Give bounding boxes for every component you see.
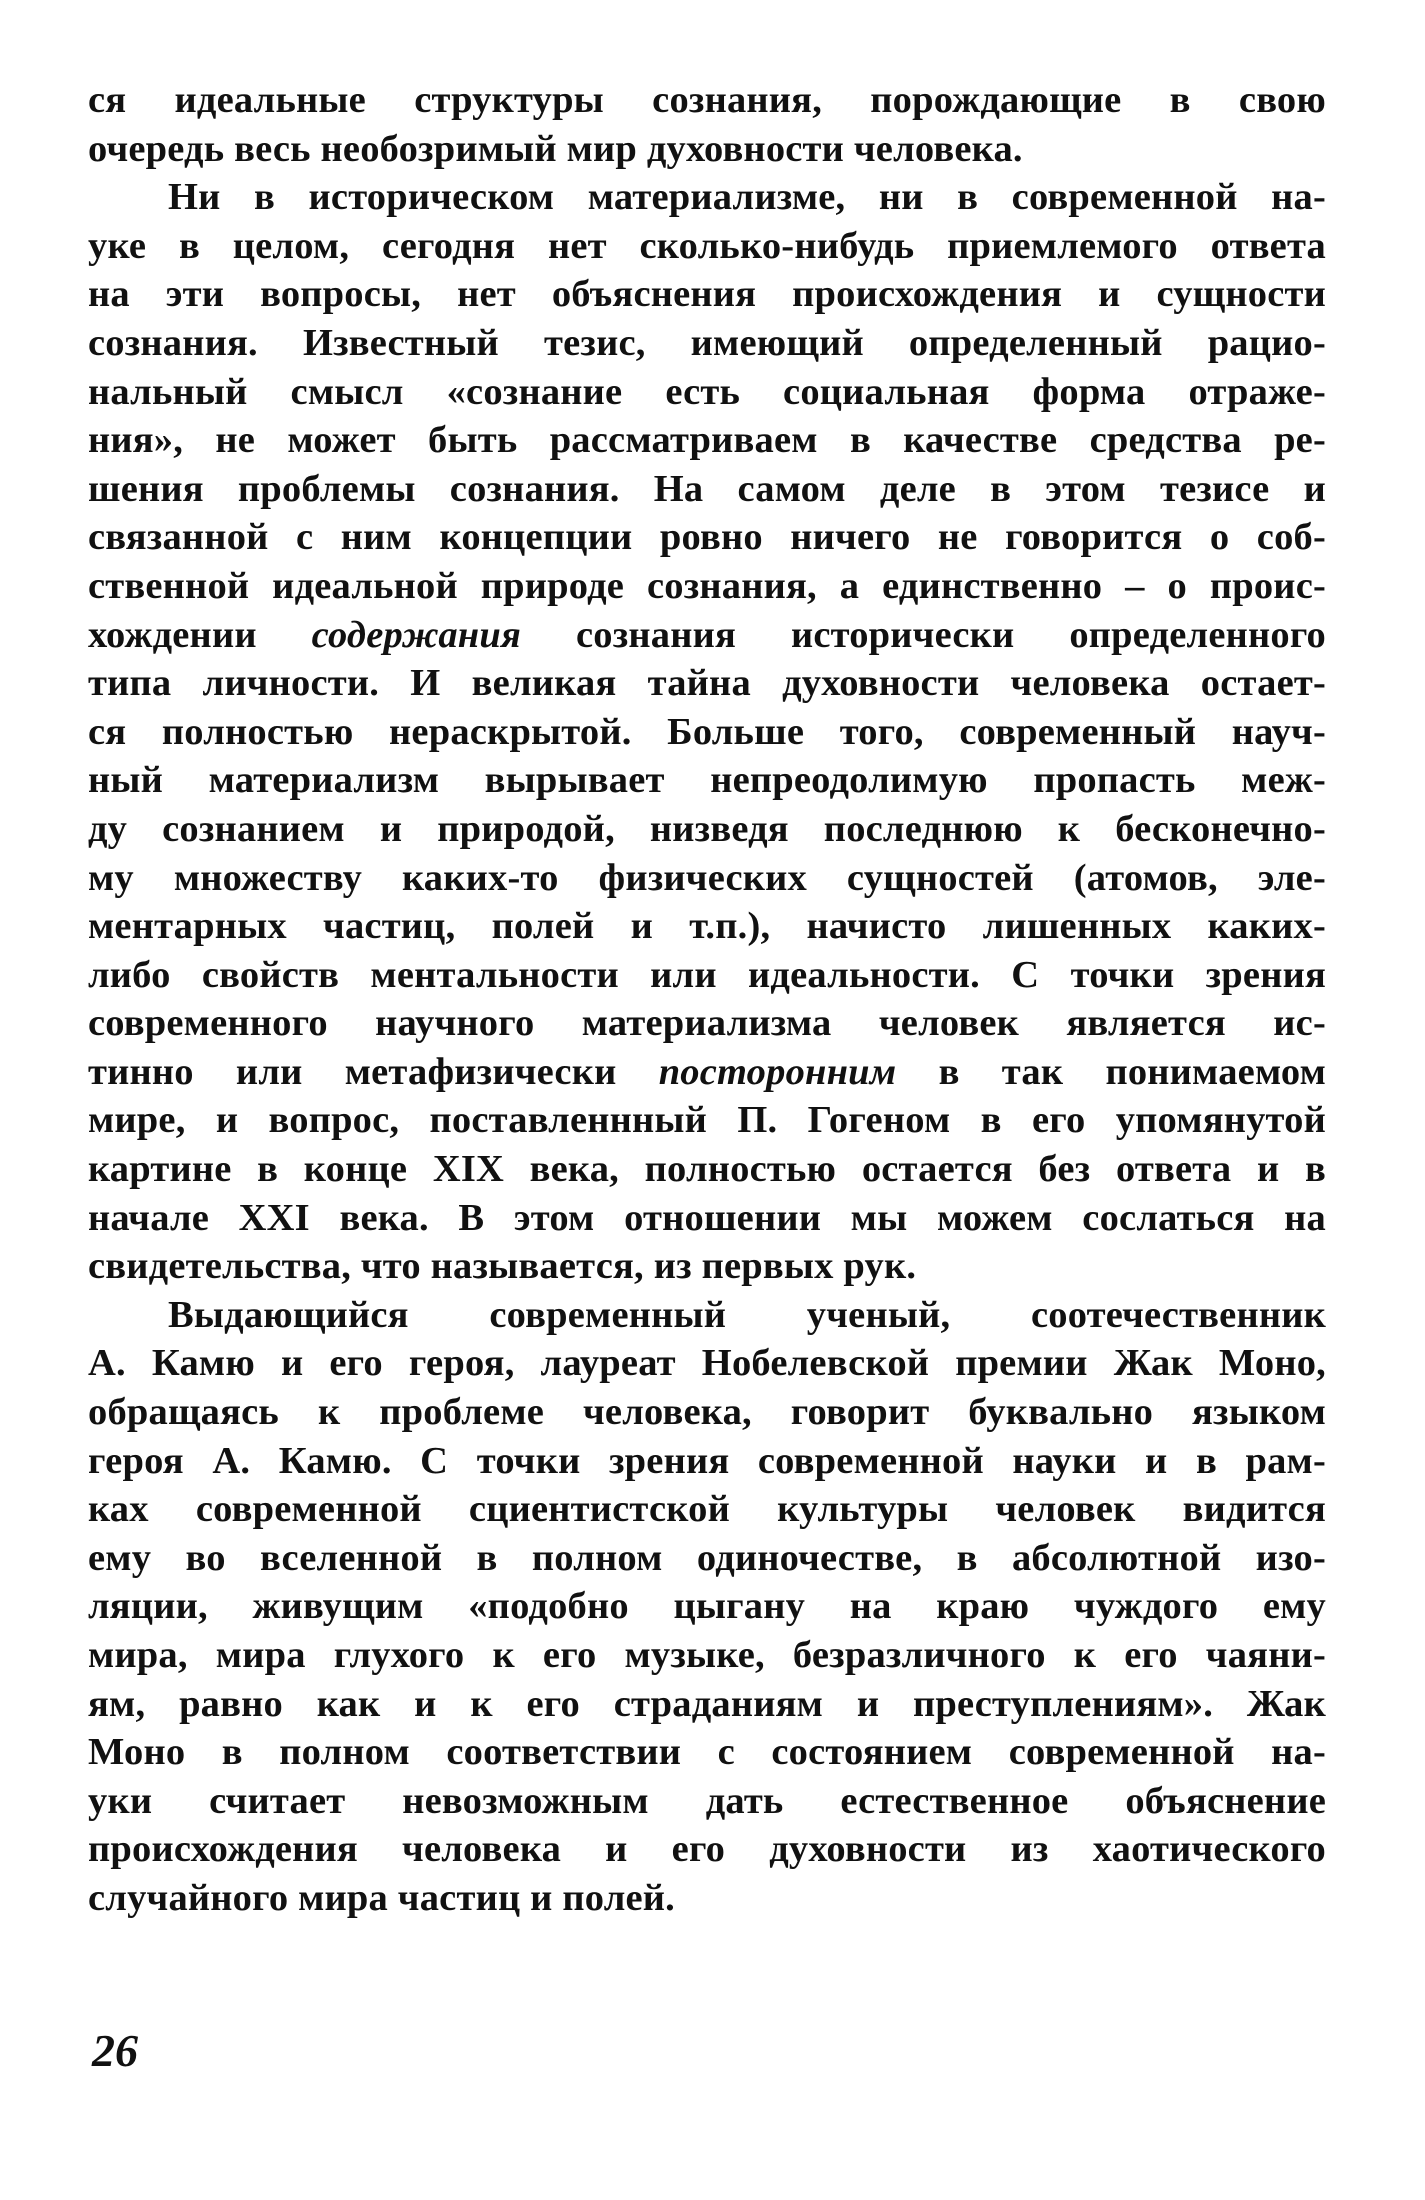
text-line: на эти вопросы, нет объяснения происхождения и сущности [88, 273, 1326, 316]
text-line: ему во вселенной в полном одиночестве, в абсолютной изо- [88, 1536, 1326, 1579]
text-line: картине в конце XIX века, полностью остается без ответа и в [88, 1148, 1326, 1191]
text-line: либо свойств ментальности или идеальности. С точки зрения [88, 953, 1326, 996]
text-line: случайного мира частиц и полей. [88, 1876, 675, 1919]
text-line: свидетельства, что называется, из первых рук. [88, 1245, 917, 1288]
text-line: очередь весь необозримый мир духовности человека. [88, 127, 1023, 170]
text-line: Ни в историческом материализме, ни в современной на- [168, 176, 1326, 219]
text-line: обращаясь к проблеме человека, говорит буквально языком [88, 1391, 1326, 1434]
text-line: уки считает невозможным дать естественное объяснение [88, 1779, 1326, 1822]
text-line: ся полностью нераскрытой. Больше того, современный науч- [88, 710, 1326, 753]
paragraph [88, 173, 1326, 1291]
text-line: шения проблемы сознания. На самом деле в этом тезисе и [88, 467, 1326, 510]
text-line: типа личности. И великая тайна духовности человека остает- [88, 662, 1326, 705]
text-line: хождении содержания сознания исторически определенного [88, 613, 1327, 656]
text-line: нальный смысл «сознание есть социальная форма отраже- [88, 370, 1326, 413]
text-line: му множеству каких-то физических сущностей (атомов, эле- [88, 856, 1326, 899]
text-line: ках современной сциентистской культуры человек видится [88, 1488, 1326, 1531]
text-line: ду сознанием и природой, низведя последнюю к бесконечно- [88, 807, 1326, 850]
emphasis: содержания [311, 613, 522, 656]
text-line: ния», не может быть рассматриваем в качестве средства ре- [88, 419, 1326, 462]
body-text [88, 76, 1326, 1923]
paragraph [88, 76, 1326, 173]
text-line: современного научного материализма человек является ис- [88, 1002, 1326, 1045]
page-number: 26 [92, 2025, 138, 2076]
text-line: мира, мира глухого к его музыке, безразличного к его чаяни- [88, 1634, 1326, 1676]
paragraph [88, 1291, 1326, 1923]
text-line: Выдающийся современный ученый, соотечественник [168, 1293, 1326, 1336]
text-line: сознания. Известный тезис, имеющий определенный рацио- [88, 321, 1326, 364]
text-line: тинно или метафизически посторонним в так понимаемом [88, 1050, 1326, 1093]
text-line: уке в целом, сегодня нет сколько-нибудь приемлемого ответа [88, 224, 1326, 267]
emphasis: посторонним [658, 1050, 897, 1093]
text-line: связанной с ним концепции ровно ничего не говорится о соб- [88, 516, 1326, 559]
text-line: героя А. Камю. С точки зрения современной науки и в рам- [88, 1439, 1326, 1482]
text-line: А. Камю и его героя, лауреат Нобелевской премии Жак Моно, [88, 1342, 1326, 1385]
text-line: ся идеальные структуры сознания, порождающие в свою [88, 79, 1326, 121]
text-line: ный материализм вырывает непреодолимую пропасть меж- [88, 759, 1326, 802]
text-line: ственной идеальной природе сознания, а единственно – о проис- [88, 564, 1326, 607]
text-line: мире, и вопрос, поставленнный П. Гогеном в его упомянутой [88, 1099, 1326, 1142]
text-line: начале XXI века. В этом отношении мы можем сослаться на [88, 1196, 1326, 1239]
text-line: ляции, живущим «подобно цыгану на краю чуждого ему [88, 1585, 1326, 1628]
text-line: происхождения человека и его духовности из хаотического [88, 1828, 1326, 1871]
text-line: ям, равно как и к его страданиям и преступлениям». Жак [88, 1682, 1326, 1725]
text-line: ментарных частиц, полей и т.п.), начисто лишенных каких- [88, 905, 1326, 948]
text-line: Моно в полном соответствии с состоянием современной на- [88, 1731, 1326, 1774]
